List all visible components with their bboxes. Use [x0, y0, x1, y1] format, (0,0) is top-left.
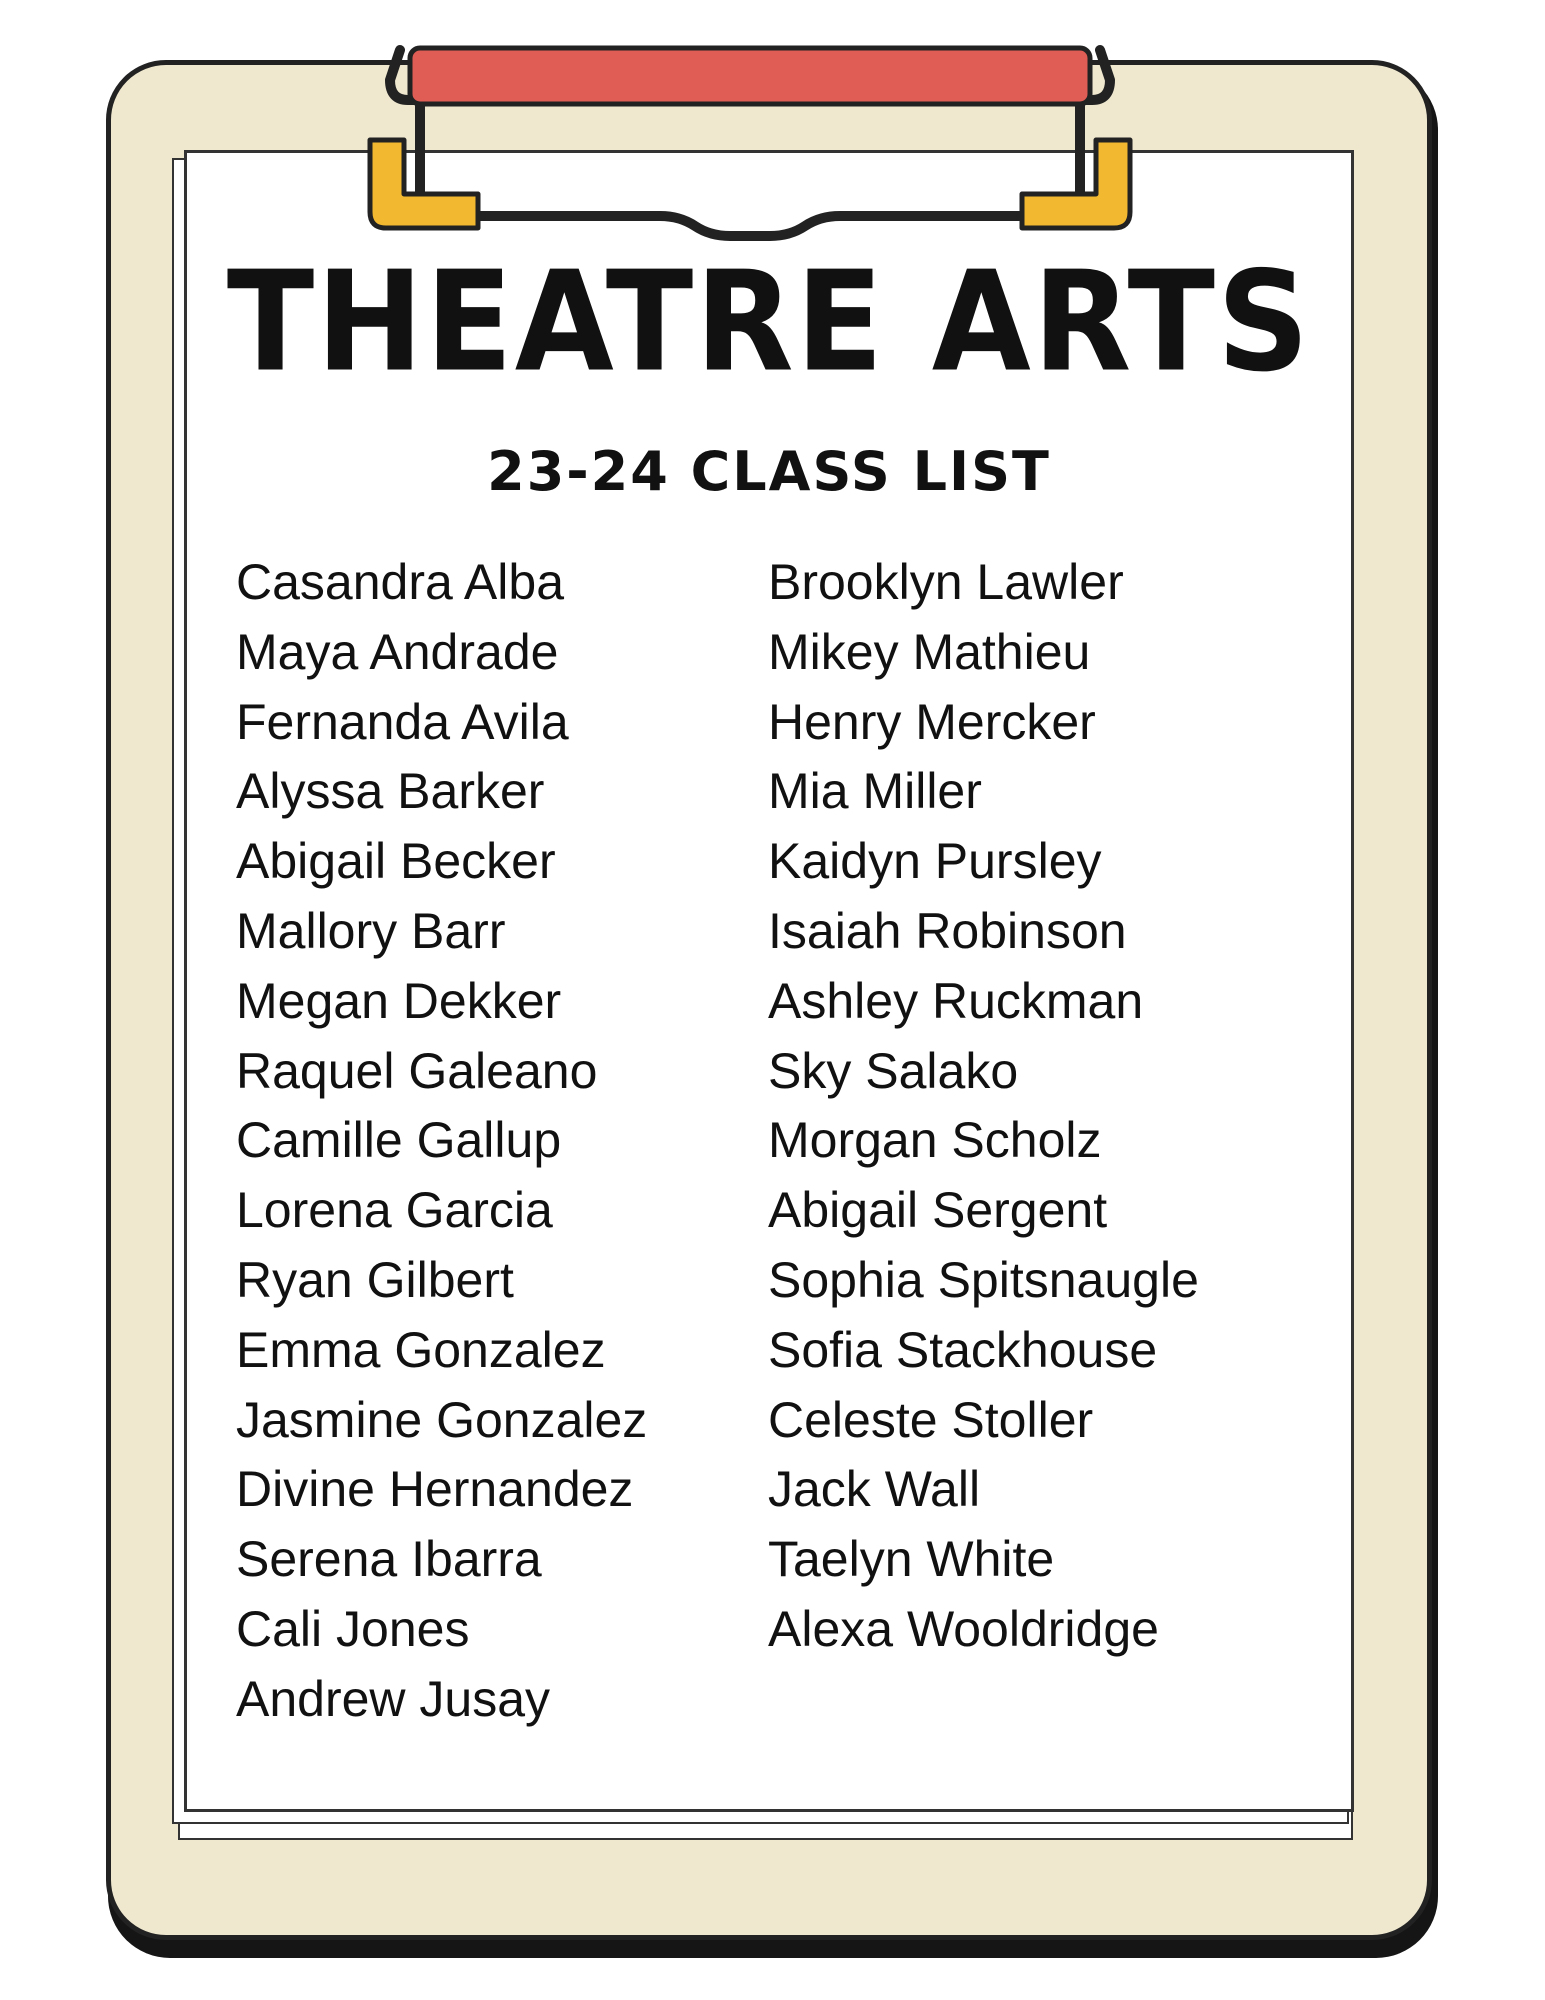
student-list-left	[236, 548, 647, 1735]
student-name: Celeste Stoller	[768, 1391, 1094, 1448]
student-name: Mikey Mathieu	[768, 623, 1091, 680]
student-name: Alexa Wooldridge	[768, 1600, 1159, 1657]
student-name: Alyssa Barker	[236, 763, 545, 820]
student-name: Andrew Jusay	[236, 1670, 551, 1727]
student-name: Emma Gonzalez	[236, 1321, 606, 1378]
student-list-right	[768, 548, 1199, 1665]
student-name: Jack Wall	[768, 1461, 981, 1518]
student-name: Ashley Ruckman	[768, 972, 1144, 1029]
student-name: Sky Salako	[768, 1042, 1019, 1099]
page-subtitle: 23-24 CLASS LIST	[487, 440, 1051, 503]
student-name: Jasmine Gonzalez	[236, 1391, 648, 1448]
student-name: Abigail Sergent	[768, 1182, 1108, 1239]
student-name: Cali Jones	[236, 1600, 470, 1657]
student-name: Isaiah Robinson	[768, 902, 1127, 959]
student-name: Serena Ibarra	[236, 1531, 542, 1588]
student-name: Abigail Becker	[236, 833, 556, 890]
student-name: Taelyn White	[768, 1531, 1055, 1588]
page-title: THEATRE ARTS	[226, 242, 1312, 403]
student-name: Ryan Gilbert	[236, 1251, 514, 1308]
student-name: Raquel Galeano	[236, 1042, 598, 1099]
student-name: Mallory Barr	[236, 902, 506, 959]
student-name: Maya Andrade	[236, 623, 559, 680]
student-name: Mia Miller	[768, 763, 982, 820]
student-name: Sophia Spitsnaugle	[768, 1251, 1199, 1308]
student-name: Megan Dekker	[236, 972, 562, 1029]
student-name: Brooklyn Lawler	[768, 554, 1124, 610]
student-name: Henry Mercker	[768, 693, 1096, 750]
student-name: Fernanda Avila	[236, 693, 569, 750]
student-name: Casandra Alba	[236, 554, 565, 610]
student-name: Divine Hernandez	[236, 1461, 634, 1518]
student-name: Kaidyn Pursley	[768, 833, 1102, 890]
student-name: Sofia Stackhouse	[768, 1321, 1158, 1378]
student-name: Camille Gallup	[236, 1112, 562, 1169]
clipboard-clip-icon	[360, 40, 1140, 250]
student-name: Morgan Scholz	[768, 1112, 1102, 1169]
student-name: Lorena Garcia	[236, 1182, 553, 1239]
